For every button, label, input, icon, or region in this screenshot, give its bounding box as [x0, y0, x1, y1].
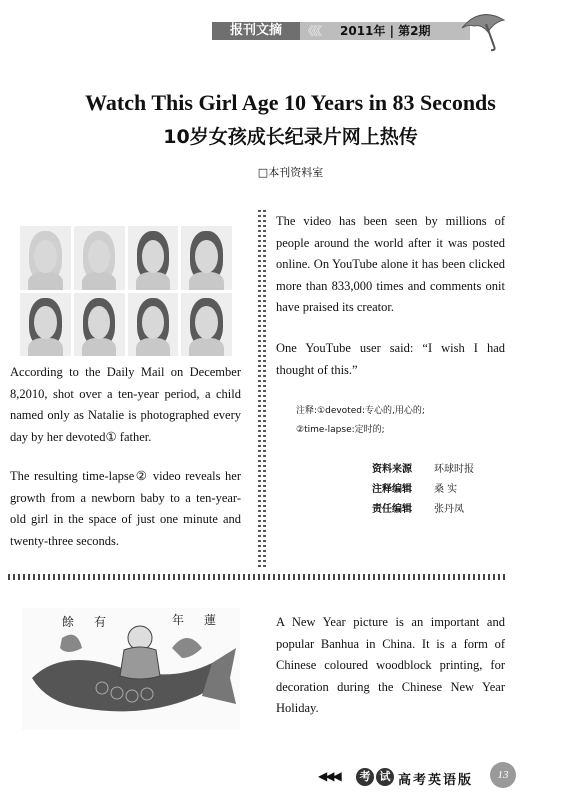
image-char: 餘 — [62, 615, 75, 629]
photo — [74, 293, 125, 357]
photo — [20, 293, 71, 357]
paragraph: One YouTube user said: “I wish I had thought of this.” — [276, 341, 505, 377]
paragraph: A New Year picture is an important and popular Banhua in China. It is a form of Chinese coloured woodblock printing, for decoration during the Chinese New Year Holiday. — [276, 615, 505, 715]
footer-char: 考 — [356, 768, 374, 786]
column-name: 报刊文摘 — [212, 22, 300, 40]
image-char: 蓮 — [204, 613, 217, 627]
arrow-left-icon: ◀◀◀ — [318, 769, 340, 783]
paragraph: The video has been seen by millions of people around the world after it was posted online. On YouTube alone it has been clicked more than 833,000 times and comments onit have praised its creator. — [276, 214, 505, 314]
image-char: 年 — [172, 613, 185, 627]
byline: □本刊资料室 — [257, 166, 324, 179]
column-divider — [258, 210, 266, 570]
chevron-decoration-icon: 《《《 — [302, 24, 321, 38]
banhua-picture — [22, 608, 240, 730]
credit-value: 环球时报 — [434, 464, 474, 475]
footer — [318, 766, 518, 788]
image-char: 有 — [94, 615, 107, 629]
photo — [181, 293, 232, 357]
footnote: ②time-lapse:定时的; — [296, 425, 385, 435]
credit-value: 张丹凤 — [434, 504, 464, 515]
umbrella-icon — [458, 6, 508, 52]
credit-label: 注释编辑 — [372, 484, 412, 495]
photo — [128, 226, 179, 290]
series-name: 高考英语版 — [398, 773, 474, 788]
photo — [74, 226, 125, 290]
section-divider — [8, 574, 506, 580]
article-title-en: Watch This Girl Age 10 Years in 83 Seconds — [85, 90, 496, 115]
credit-row — [372, 460, 512, 480]
photo — [128, 293, 179, 357]
credit-row — [372, 480, 512, 500]
paragraph: The resulting time-lapse② video reveals her growth from a newborn baby to a ten-year-old girl in the space of just one minute and twenty-three seconds. — [10, 469, 241, 548]
footer-char: 试 — [376, 768, 394, 786]
credits — [372, 460, 512, 520]
footnote: 注释:①devoted:专心的,用心的; — [296, 406, 425, 416]
credit-label: 资料来源 — [372, 464, 412, 475]
footnotes — [296, 402, 506, 440]
issue-label: 2011年 | 第2期 — [340, 24, 431, 38]
credit-row — [372, 500, 512, 520]
page-number: 13 — [490, 762, 516, 788]
photo — [20, 226, 71, 290]
article-title-cn: 10岁女孩成长纪录片网上热传 — [163, 126, 418, 148]
credit-value: 桑 实 — [434, 484, 458, 495]
photo — [181, 226, 232, 290]
paragraph: According to the Daily Mail on December 8,2010, shot over a ten-year period, a child named only as Natalie is photographed every day by her devoted① father. — [10, 365, 241, 444]
photo-grid — [20, 226, 232, 356]
credit-label: 责任编辑 — [372, 504, 412, 515]
